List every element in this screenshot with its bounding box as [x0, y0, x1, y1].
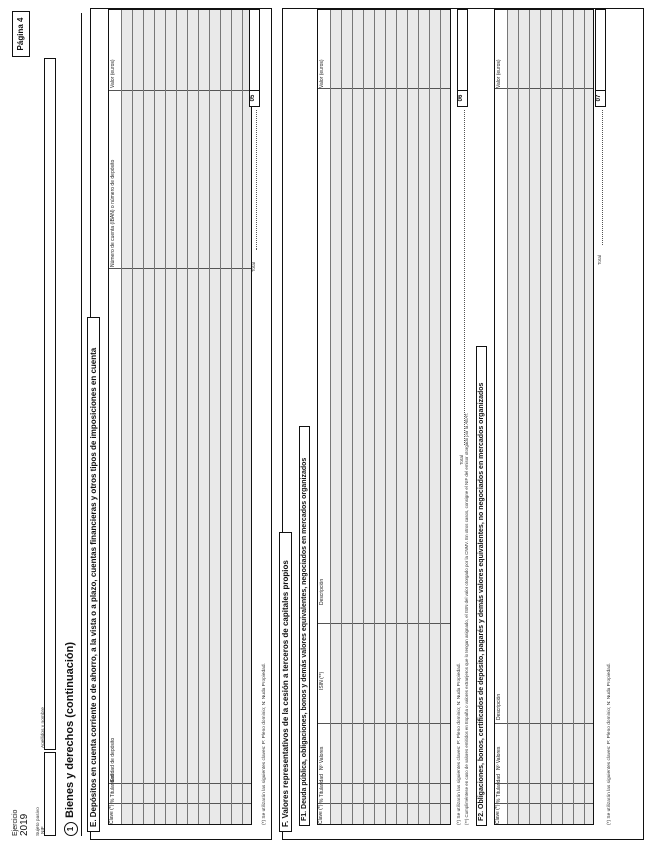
f2-total-code: 07 [595, 89, 606, 107]
ejercicio-year: 2019 [19, 813, 30, 836]
f2-col-descripcion: Descripción [496, 693, 502, 720]
f2-table [494, 9, 594, 825]
e-col-titularidad: % Titularidad [110, 774, 116, 803]
page-number: Página 4 [12, 11, 30, 57]
section-rule [81, 13, 82, 836]
section-e-title: E. Depósitos en cuenta corriente o de ahorro, a la vista o a plazo, cuentas financieras y otros tipos de imposiciones en cuenta [87, 317, 100, 832]
nif-label: NIF [41, 826, 46, 834]
e-total-field[interactable] [249, 9, 260, 91]
f1-table [317, 9, 451, 825]
f1-total-code: 06 [457, 89, 468, 107]
nif-field[interactable] [44, 752, 56, 836]
f2-footnote: (*) Se utilizarán las siguientes claves: P: Pleno dominio; N: Nuda Propiedad. [607, 663, 612, 825]
f2-col-nvalores: Nº Valores [496, 746, 502, 770]
section-e-table [108, 9, 252, 825]
apellidos-label: Apellidos y nombre [41, 707, 46, 748]
f1-col-isin: ISIN (**) [319, 671, 325, 690]
f1-footnote-1: (*) Se utilizarán las siguientes claves: P: Pleno dominio; N: Nuda Propiedad. [457, 663, 462, 825]
e-col-clave: Clave (*) [109, 804, 115, 824]
e-col-valor: Valor (euros) [110, 59, 116, 88]
section-title: Bienes y derechos (continuación) [64, 641, 76, 818]
f2-col-valor: Valor (euros) [496, 59, 502, 88]
f1-col-descripcion: Descripción [319, 578, 325, 605]
f2-col-titularidad: % Titularidad [496, 774, 502, 803]
e-total-dots [256, 110, 257, 250]
f1-footnote-2: (**) Cumpliméntese en caso de valores emitidos en España o valores extranjeros que lo tengan asignado, el ISIN del valor otorgado por la CNMV. En otros casos, consigne el NIF del emisor otorgado por la AEAT. [464, 412, 469, 825]
f1-total-field[interactable] [457, 9, 468, 91]
f1-col-valor: Valor (euros) [319, 59, 325, 88]
f1-col-titularidad: % Titularidad [319, 774, 325, 803]
f1-col-nvalores: Nº Valores [319, 746, 325, 770]
e-total-code: 05 [249, 89, 260, 107]
f2-total-label: Total [598, 254, 603, 265]
e-total-label: Total [252, 261, 257, 272]
f2-col-clave: Clave (*) [495, 804, 501, 824]
f1-col-clave: Clave (*) [318, 804, 324, 824]
apellidos-field[interactable] [44, 58, 56, 750]
f2-title: F2. Obligaciones, bonos, certificados de depósito, pagarés y demás valores equivalentes, no negociados en mercados organizados [476, 346, 487, 826]
section-number: 1 [64, 822, 78, 836]
f2-total-field[interactable] [595, 9, 606, 91]
f1-total-dots [464, 110, 465, 445]
section-f-title: F. Valores representativos de la cesión a terceros de capitales propios [279, 532, 292, 832]
e-col-entidad: Entidad de depósito [110, 737, 116, 782]
f2-total-dots [602, 110, 603, 245]
e-col-cuenta: Número de cuenta (IBAN) o número de depósito [110, 159, 116, 267]
f1-title: F1. Deuda pública, obligaciones, bonos y demás valores equivalentes, negociados en mercados organizados [299, 426, 310, 826]
ejercicio-label: Ejercicio [12, 809, 19, 836]
e-footnote: (*) Se utilizarán las siguientes claves: P: Pleno dominio; N: Nuda Propiedad. [262, 663, 267, 825]
f1-total-label: Total [460, 454, 465, 465]
sujeto-pasivo-label: Sujeto pasivo [36, 807, 41, 836]
